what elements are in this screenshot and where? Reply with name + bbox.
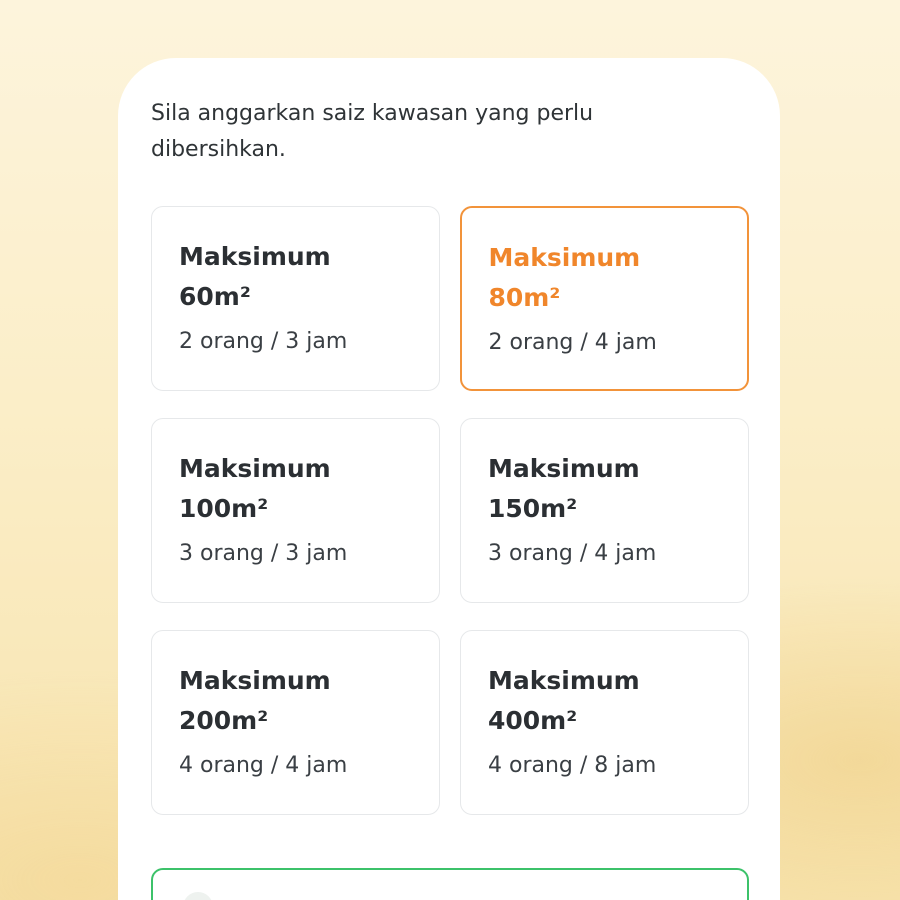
option-title	[179, 449, 412, 529]
area-option-400[interactable]	[460, 630, 749, 815]
area-option-200[interactable]	[151, 630, 440, 815]
area-size-options	[151, 206, 749, 815]
next-option-box[interactable]	[151, 868, 749, 900]
area-option-150[interactable]	[460, 418, 749, 603]
option-icon	[183, 892, 213, 900]
option-detail: 4 orang / 4 jam	[179, 753, 348, 778]
option-title-line1: Maksimum	[488, 242, 641, 272]
option-title	[489, 238, 721, 318]
option-detail: 3 orang / 3 jam	[179, 541, 348, 566]
option-title-line2: 200m²	[179, 706, 269, 735]
option-title-line1: Maksimum	[488, 454, 640, 483]
option-title	[179, 237, 412, 317]
area-option-80[interactable]	[460, 206, 749, 391]
option-title-line2: 400m²	[488, 706, 578, 735]
area-option-100[interactable]	[151, 418, 440, 603]
option-detail: 3 orang / 4 jam	[488, 541, 657, 566]
option-title-line2: 80m²	[488, 282, 561, 312]
option-title-line1: Maksimum	[179, 242, 331, 271]
option-title-line2: 150m²	[488, 494, 578, 523]
area-size-card	[118, 58, 780, 900]
option-title-line1: Maksimum	[179, 666, 331, 695]
option-title-line2: 100m²	[179, 494, 269, 523]
option-title-line1: Maksimum	[488, 666, 640, 695]
option-title	[488, 661, 721, 741]
option-detail: 2 orang / 4 jam	[488, 329, 657, 355]
option-title	[179, 661, 412, 741]
option-title-line1: Maksimum	[179, 454, 331, 483]
option-detail: 4 orang / 8 jam	[488, 753, 657, 778]
option-title-line2: 60m²	[179, 282, 251, 311]
area-size-prompt: Sila anggarkan saiz kawasan yang perlu dibersihkan.	[151, 101, 594, 162]
area-option-60[interactable]	[151, 206, 440, 391]
option-title	[488, 449, 721, 529]
option-detail: 2 orang / 3 jam	[179, 329, 348, 354]
